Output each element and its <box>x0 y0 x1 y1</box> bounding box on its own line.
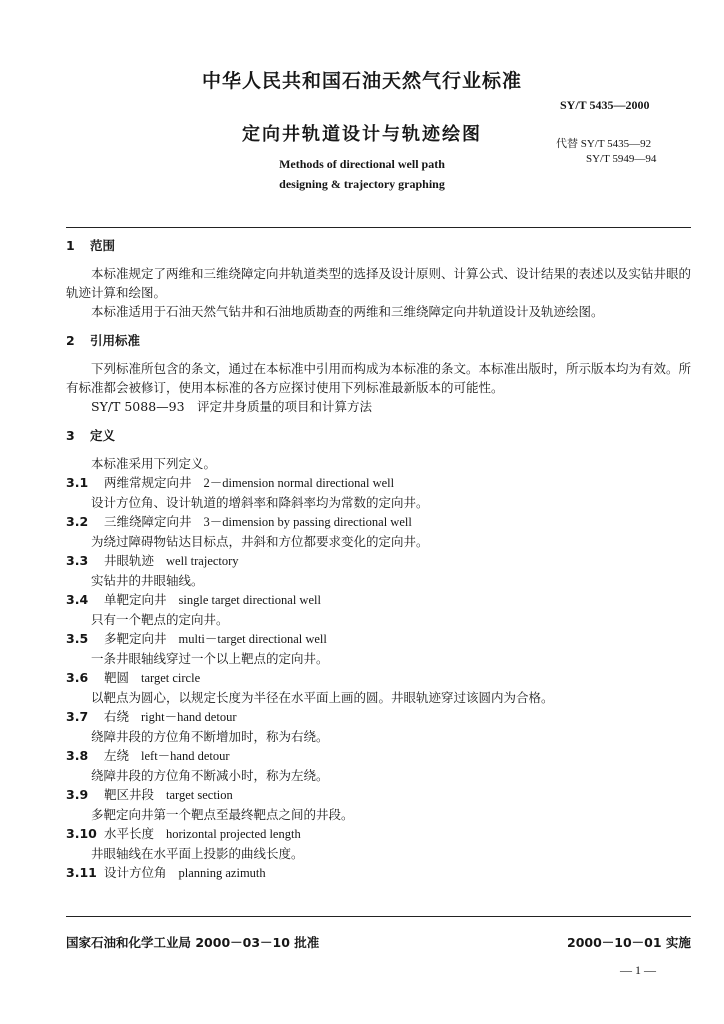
definition-term-cn: 多靶定向井 <box>104 631 167 646</box>
definition-text: 以靶点为圆心，以规定长度为半径在水平面上画的圆。井眼轨迹穿过该圆内为合格。 <box>91 690 554 705</box>
replaces-line-2: SY/T 5949—94 <box>586 153 657 165</box>
definition-term-en: 3－dimension by passing directional well <box>203 515 412 529</box>
section-number: 1 <box>66 238 75 253</box>
definition-item <box>66 707 691 746</box>
definition-term-en: target section <box>166 788 233 802</box>
definition-number: 3.9 <box>66 787 89 802</box>
definition-item <box>66 746 691 785</box>
section-heading-definitions <box>66 426 691 446</box>
section-title: 范围 <box>90 238 116 253</box>
definition-text: 多靶定向井第一个靶点至最终靶点之间的井段。 <box>91 807 354 822</box>
definition-term-en: horizontal projected length <box>166 827 301 841</box>
definition-text: 为绕过障碍物钻达目标点，井斜和方位都要求变化的定向井。 <box>91 534 429 549</box>
definition-term-cn: 单靶定向井 <box>104 592 167 607</box>
definition-number: 3.5 <box>66 631 89 646</box>
section-number: 3 <box>66 428 75 443</box>
document-title-en <box>0 154 724 194</box>
definition-item <box>66 629 691 668</box>
definition-text: 实钻井的井眼轴线。 <box>91 573 204 588</box>
definition-number: 3.10 <box>66 826 97 841</box>
approval-line: 国家石油和化学工业局 2000－03－10 批准 <box>66 935 320 950</box>
definition-text: 井眼轴线在水平面上投影的曲线长度。 <box>91 846 304 861</box>
definition-term-en: left－hand detour <box>141 749 230 763</box>
definition-term-cn: 井眼轨迹 <box>104 553 155 568</box>
definition-item <box>66 824 691 863</box>
definition-term-en: single target directional well <box>178 593 321 607</box>
definition-number: 3.1 <box>66 475 89 490</box>
definition-term-cn: 靶区井段 <box>104 787 155 802</box>
replaces-line-1: 代替 SY/T 5435—92 <box>556 138 652 150</box>
section-heading-scope <box>66 236 691 256</box>
definition-item <box>66 785 691 824</box>
scope-paragraph-1: 本标准规定了两维和三维绕障定向井轨道类型的选择及设计原则、计算公式、设计结果的表述以及实钻井眼的轨迹计算和绘图。 <box>66 266 692 300</box>
document-title-en-line-1: Methods of directional well path <box>279 157 445 171</box>
definition-item <box>66 551 691 590</box>
definition-term-cn: 靶圆 <box>104 670 130 685</box>
definition-term-en: multi－target directional well <box>178 632 327 646</box>
definition-text: 绕障井段的方位角不断减小时，称为左绕。 <box>91 768 329 783</box>
effective-date: 2000－10－01 实施 <box>567 935 691 950</box>
definition-term-cn: 设计方位角 <box>104 865 167 880</box>
definition-term-cn: 右绕 <box>104 709 130 724</box>
definition-term-cn: 水平长度 <box>104 826 155 841</box>
definition-number: 3.6 <box>66 670 89 685</box>
definition-number: 3.11 <box>66 865 97 880</box>
definition-item <box>66 473 691 512</box>
header-rule <box>66 227 691 228</box>
definition-number: 3.7 <box>66 709 89 724</box>
scope-paragraph-2: 本标准适用于石油天然气钻井和石油地质勘查的两维和三维绕障定向井轨道设计及轨迹绘图。 <box>91 304 604 319</box>
definition-term-en: 2－dimension normal directional well <box>203 476 395 490</box>
definition-number: 3.4 <box>66 592 89 607</box>
section-title: 引用标准 <box>90 333 141 348</box>
definition-term-en: well trajectory <box>166 554 239 568</box>
definition-number: 3.2 <box>66 514 89 529</box>
section-title: 定义 <box>90 428 116 443</box>
section-heading-references <box>66 331 691 351</box>
definition-item <box>66 668 691 707</box>
definition-term-en: planning azimuth <box>178 866 266 880</box>
footer-rule <box>66 916 691 917</box>
section-number: 2 <box>66 333 75 348</box>
document-title-en-line-2: designing & trajectory graphing <box>279 177 445 191</box>
definition-text: 绕障井段的方位角不断增加时，称为右绕。 <box>91 729 329 744</box>
references-paragraph: 下列标准所包含的条文，通过在本标准中引用而构成为本标准的条文。本标准出版时，所示版本均为有效。所有标准都会被修订，使用本标准的各方应探讨使用下列标准最新版本的可能性。 <box>66 361 692 395</box>
standard-code: SY/T 5435—2000 <box>560 98 650 112</box>
page-number: — 1 — <box>620 963 656 977</box>
definition-term-en: target circle <box>141 671 201 685</box>
definitions-intro: 本标准采用下列定义。 <box>91 456 217 471</box>
definition-term-cn: 左绕 <box>104 748 130 763</box>
definition-text: 设计方位角、设计轨道的增斜率和降斜率均为常数的定向井。 <box>91 495 429 510</box>
document-title-cn: 定向井轨道设计与轨迹绘图 <box>242 124 482 145</box>
definition-term-en: right－hand detour <box>141 710 237 724</box>
reference-item: SY/T 5088—93 评定井身质量的项目和计算方法 <box>91 399 373 414</box>
definition-text: 只有一个靶点的定向井。 <box>91 612 229 627</box>
definition-term-cn: 三维绕障定向井 <box>104 514 192 529</box>
definition-item <box>66 590 691 629</box>
definition-number: 3.3 <box>66 553 89 568</box>
standard-title: 中华人民共和国石油天然气行业标准 <box>201 70 522 92</box>
definition-term-cn: 两维常规定向井 <box>104 475 192 490</box>
definition-number: 3.8 <box>66 748 89 763</box>
definition-item <box>66 863 691 883</box>
document-body <box>66 236 691 883</box>
definition-item <box>66 512 691 551</box>
definition-text: 一条井眼轴线穿过一个以上靶点的定向井。 <box>91 651 329 666</box>
